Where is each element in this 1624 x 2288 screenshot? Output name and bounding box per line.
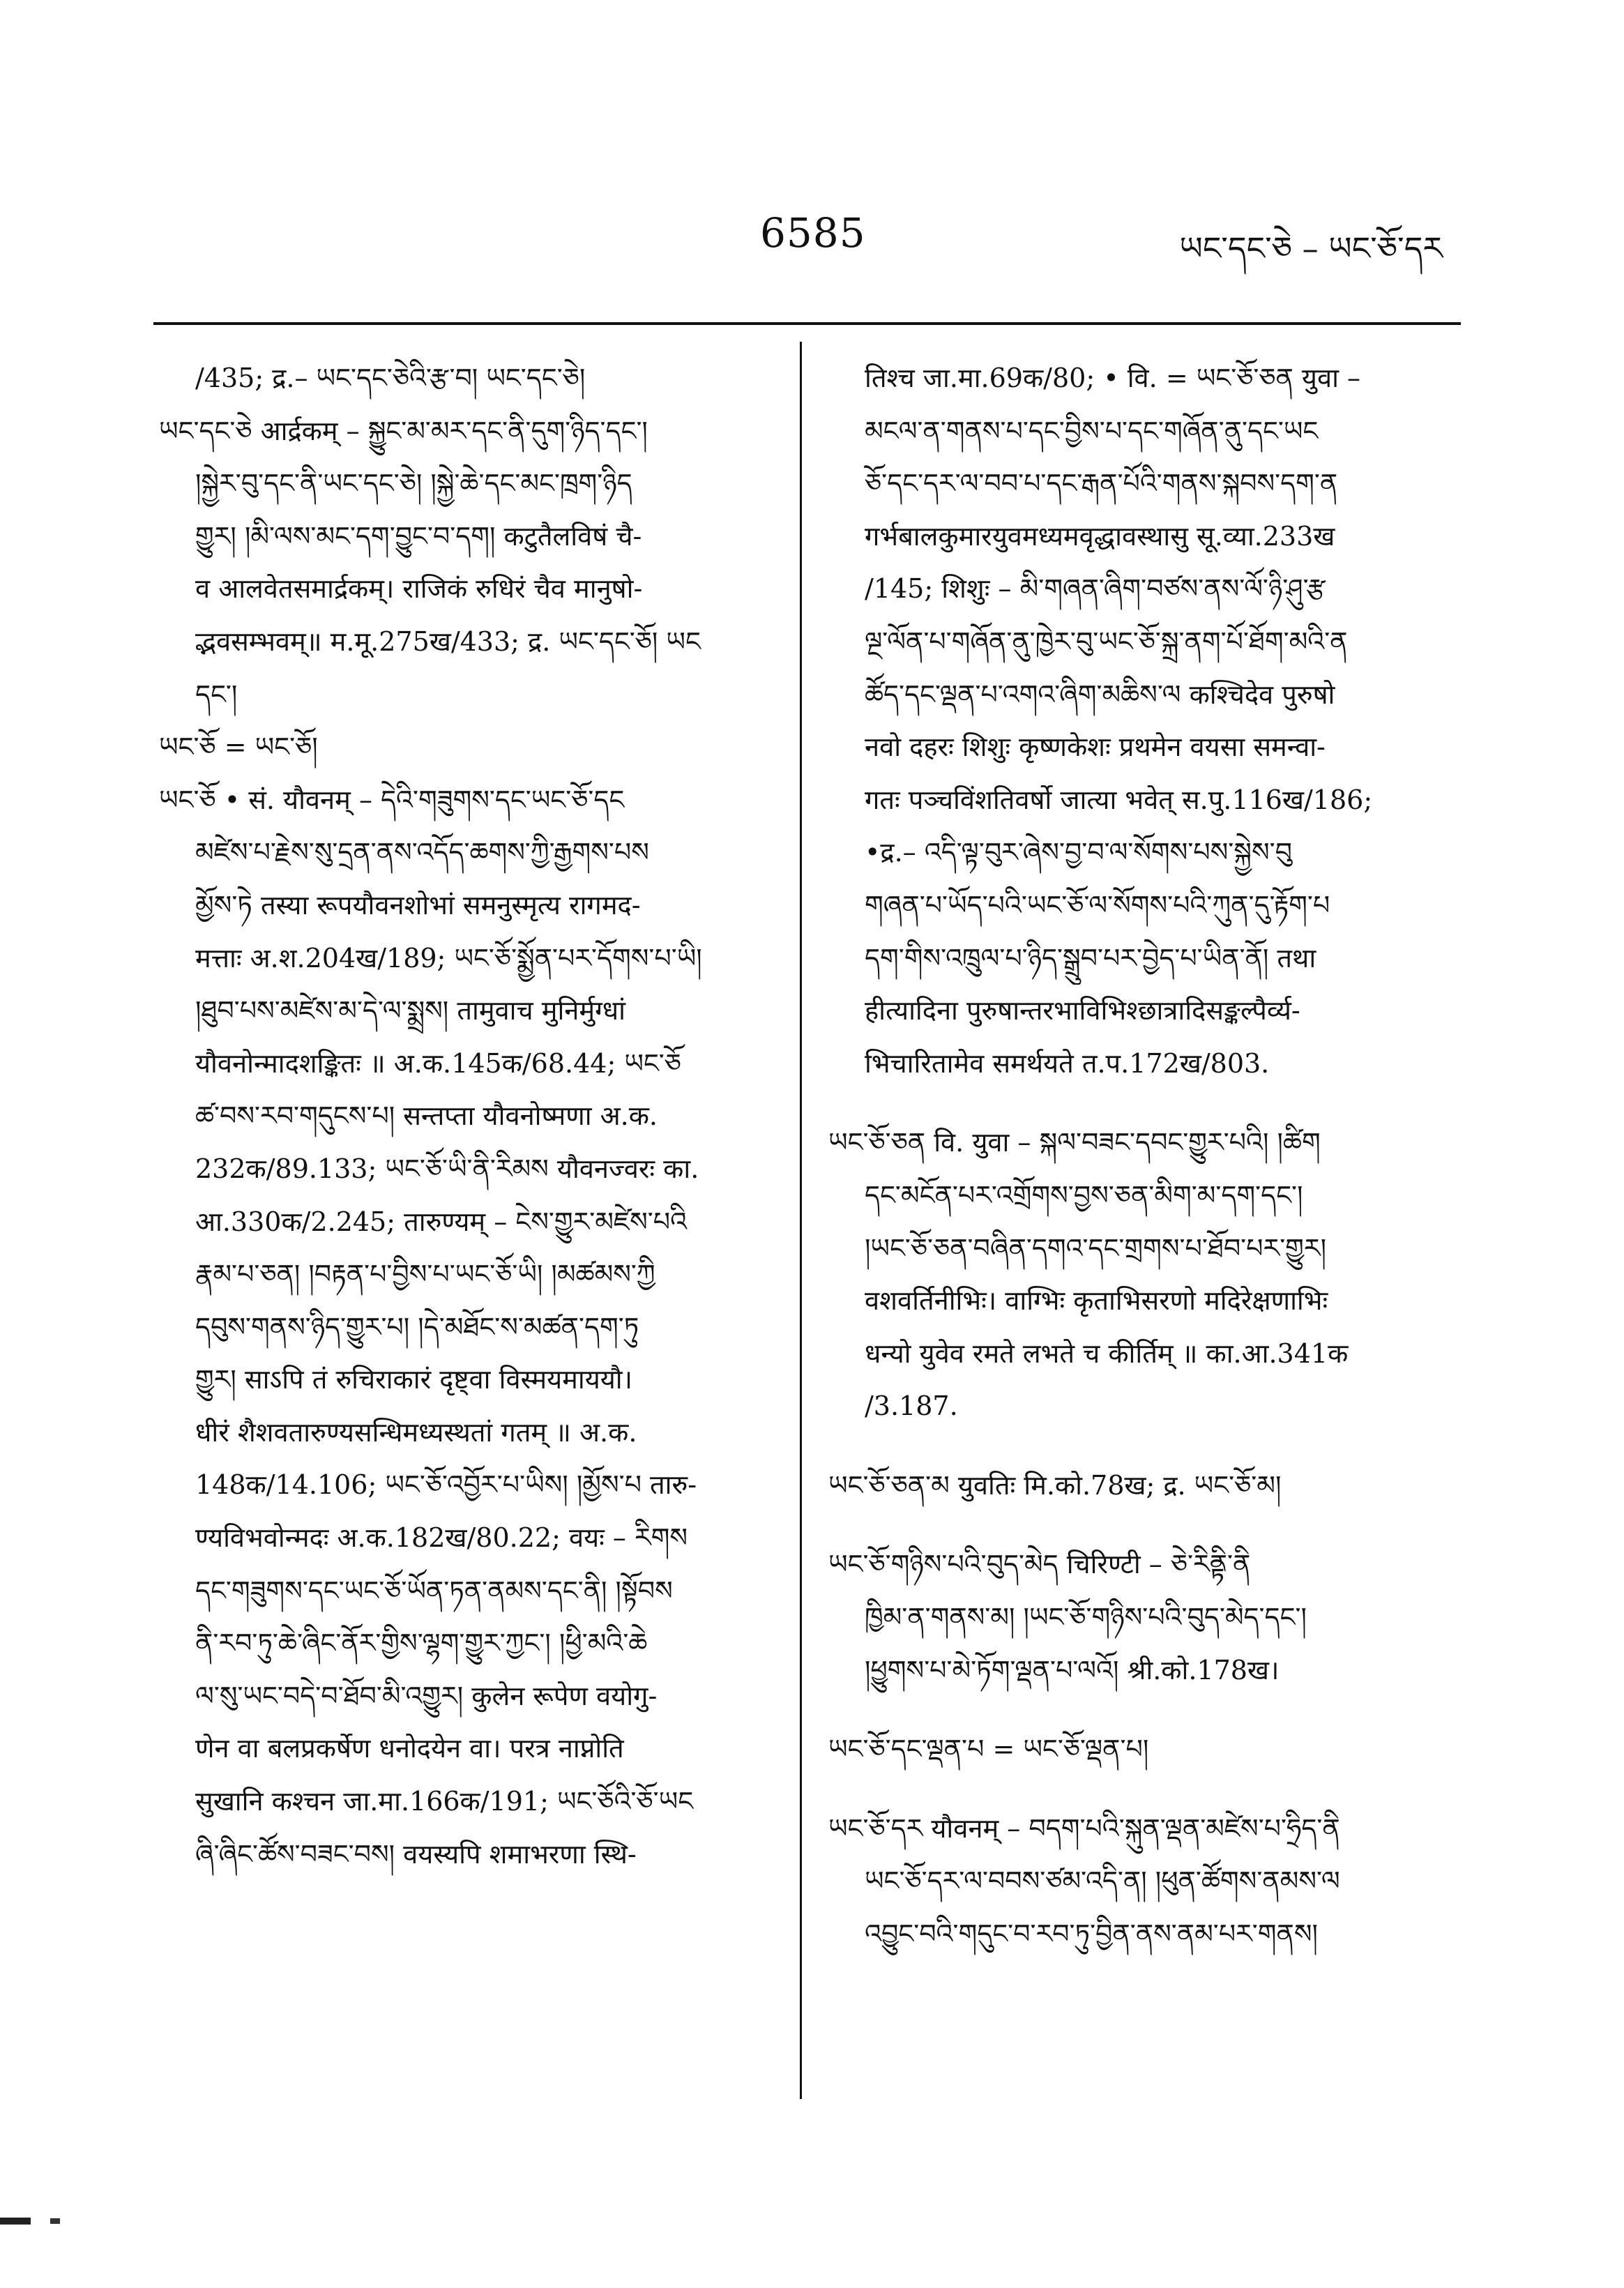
text-line: वशवर्तिनीभिः। वाग्भिः कृताभिसरणो मदिरेक्षणाभिः [865,1285,1328,1317]
entry-headword-line: ཡང་ཅོ་ཅན་མ युवतिः मि.को.78ख; द्र. ཡང་ཅོ་མ། [828,1469,1282,1501]
entry-headword-line: ཡང་ཅོ་ཅན वि. युवा – སྐལ་བཟང་དབང་གྱུར་པའི། །ཚིག [828,1127,1321,1158]
text-line: ण्यविभवोन्मदः अ.क.182ख/80.22; वयः – རིགས [195,1522,688,1554]
text-line: ཁྱིམ་ན་གནས་མ། །ཡང་ཅོ་གཉིས་པའི་བུད་མེད་དང་། [865,1602,1307,1633]
scan-dot [50,2218,60,2224]
text-line: ལྔ་ལོན་པ་གཞོན་ནུ་ཁྱེར་བུ་ཡང་ཅོ་སྐྲ་ནག་པོ་ཐོག་མའི་ན [865,626,1348,657]
text-line: सुखानि कश्चन जा.मा.166क/191; ཡང་ཅོའི་ཅོ་ཡང [195,1786,694,1817]
text-line: འབྱུང་བའི་གདུང་བ་རབ་ཏུ་བྱིན་ནས་ནམ་པར་གནས། [865,1918,1318,1950]
entry-headword-line: ཡང་དང་ཅེ आर्द्रकम् – སྐྱུང་མ་མར་དང་ནི་དུག་ཉིད་དང་། [159,415,648,446]
text-line: ནི་རབ་ཏུ་ཆེ་ཞིང་ནོར་གྱིས་ལྷག་གྱུར་ཀྱང་། །ཕྱི་མའི་ཆེ [195,1628,648,1659]
text-line: /3.187. [865,1391,958,1422]
text-line: धन्यो युवेव रमते लभते च कीर्तिम् ॥ का.आ.341क [865,1338,1349,1369]
header-rule [153,322,1461,325]
text-line: ཚོད་དང་ལྡན་པ་འགའ་ཞིག་མཆིས་ལ कश्चिदेव पुरुषो [865,679,1335,710]
text-line: धीरं शैशवतारुण्यसन्धिमध्यस्थतां गतम् ॥ अ.क. [195,1416,637,1448]
entry-headword-line: ཡང་ཅོ་དང་ལྡན་པ = ཡང་ཅོ་ལྡན་པ། [828,1734,1149,1765]
text-line: རྣམ་པ་ཅན། །བརྟན་པ་བྱིས་པ་ཡང་ཅོ་ཡི། །མཚམས་ཀྱི [195,1259,655,1290]
entry-headword-line: ཡང་ཅོ = ཡང་ཅོ། [159,732,318,763]
entry-gap [828,1433,1456,1460]
text-line: གྱུར། साऽपि तं रुचिराकारं दृष्ट्वा विस्मयमाययौ। [195,1364,633,1395]
text-line: དང་མངོན་པར་འགྲོགས་བྱས་ཅན་མིག་མ་དག་དང་། [865,1179,1303,1211]
entry-gap [828,1776,1456,1803]
text-line: གྱུར། །མི་ལས་མང་དག་བྱུང་བ་དག། कटुतैलविषं चै- [195,520,642,552]
text-line: णेन वा बलप्रकर्षेण धनोदयेन वा। परत्र नाप्नोति [195,1733,624,1764]
entry-headword-line: ཡང་ཅོ་དར यौवनम् – བདག་པའི་སྐུན་ལྡན་མཛེས་པ་ཧྲིད་ནི [828,1812,1340,1844]
text-line: དང་། [195,679,238,710]
column-divider [800,342,802,2099]
text-line: भिचारितामेव समर्थयते त.प.172ख/803. [865,1047,1270,1079]
text-line: आ.330क/2.245; तारुण्यम् – ངེས་གྱུར་མཛེས་པའི [195,1206,688,1237]
text-line: མངལ་ན་གནས་པ་དང་བྱིས་པ་དང་གཞོན་ནུ་དང་ཡང [865,415,1319,446]
text-line: །ཕྱུགས་པ་མེ་ཏོག་ལྡན་པ་ལའོ། श्री.को.178ख। [865,1654,1280,1685]
text-line: 232क/89.133; ཡང་ཅོ་ཡི་ནི་རིམས यौवनज्वरः का. [195,1153,699,1184]
text-line: /145; शिशुः – མི་གཞན་ཞིག་བཙས་ནས་ལོ་ཉི་ཤུ་རྩ [865,573,1326,605]
page-header [0,0,1624,293]
text-line: ཡང་ཅོ་དར་ལ་བབས་ཙམ་འདི་ན། །ཕུན་ཚོགས་ནམས་ལ [865,1865,1340,1897]
text-line: །ཡང་ཅོ་ཅན་བཞིན་དགའ་དང་གྲགས་པ་ཐོབ་པར་གྱུར། [865,1232,1327,1264]
text-line: གཞན་པ་ཡོད་པའི་ཡང་ཅོ་ལ་སོགས་པའི་ཀུན་དུ་རྟོག་པ [865,889,1330,920]
text-line: हीत्यादिना पुरुषान्तरभाविभिश्छात्रादिसङ्कल्पैर्व्य- [865,995,1300,1026]
text-line: །ཐུབ་པས་མཛེས་མ་དེ་ལ་སྨྲས། तामुवाच मुनिर्मुग्धां [195,995,625,1026]
running-head: ཡང་དང་ཅེ – ཡང་ཅོ་དར [1179,229,1443,267]
entry-headword-line: ཡང་ཅོ་གཉིས་པའི་བུད་མེད चिरिण्टी – ཅེ་རིནྟི་ནི [828,1549,1251,1580]
text-line: द्भवसम्भवम्॥ म.मू.275ख/433; द्र. ཡང་དང་ཅོ། ཡང [195,626,701,657]
right-column [828,352,1456,1961]
text-line: མྱོས་ཏེ तस्या रूपयौवनशोभां समनुस्मृत्य रागमद- [195,889,641,920]
text-line: །སྐྱེར་བུ་དང་ནི་ཡང་དང་ཅེ། །སྐྱེ་ཆེ་དང་མང་ཁྲག་ཉིད [195,468,632,499]
text-line: མཛེས་པ་རྗེས་སུ་དྲན་ནས་འདོད་ཆགས་ཀྱི་རྒྱགས་པས [195,837,649,868]
text-line: गतः पञ्चविंशतिवर्षो जात्या भवेत् स.पु.116ख/186; [865,784,1373,815]
entry-gap [828,1697,1456,1723]
text-line: मत्ताः अ.श.204ख/189; ཡང་ཅོ་སྨྱོན་པར་དོགས་པ་ཡི། [195,942,702,973]
text-line: यौवनोन्मादशङ्कितः ॥ अ.क.145क/68.44; ཡང་ཅོ [195,1047,681,1079]
entry-headword-line: ཡང་ཅོ • सं. यौवनम् – དེའི་གཟུགས་དང་ཡང་ཅོ་དང [159,784,625,815]
entry-gap [828,1512,1456,1538]
left-column [159,352,787,1881]
text-line: ལ་སུ་ཡང་བདེ་བ་ཐོབ་མི་འགྱུར། कुलेन रूपेण वयोगु- [195,1680,658,1711]
text-line: ཚ་བས་རབ་གདུངས་པ། सन्तप्ता यौवनोष्मणा अ.क. [195,1100,658,1132]
text-line: तिश्च जा.मा.69क/80; • वि. = ཡང་ཅོ་ཅན युवा – [865,363,1361,393]
text-line: गर्भबालकुमारयुवमध्यमवृद्धावस्थासु सू.व्या.233ख [865,520,1335,552]
text-line: དབུས་གནས་ཉིད་གྱུར་པ། །དེ་མཐོང་ས་མཚན་དག་ཏུ [195,1311,639,1342]
text-line: ཅོ་དང་དར་ལ་བབ་པ་དང་རྒན་པོའི་གནས་སྐབས་དག་ན [865,468,1338,499]
text-line: 148क/14.106; ཡང་ཅོ་འབྱོར་པ་ཡིས། །མྱོས་པ तारु- [195,1469,697,1501]
text-line: •द्र.– འདི་ལྟ་བུར་ཞེས་བྱ་བ་ལ་སོགས་པས་སྐྱེས་བུ [865,837,1292,868]
page-number: 6585 [760,209,866,257]
text-line: དང་གཟུགས་དང་ཡང་ཅོ་ཡོན་ཏན་ནམས་དང་ནི། །སྟོབས [195,1575,673,1606]
text-line: नवो दहरः शिशुः कृष्णकेशः प्रथमेन वयसा समन्वा- [865,732,1326,763]
text-line: དག་གིས་འཁྲུལ་པ་ཉིད་སྒྲུབ་པར་བྱེད་པ་ཡིན་ནོ། तथा [865,942,1316,973]
scan-mark [0,2218,31,2225]
text-line: ཞི་ཞིང་ཚོས་བཟང་བས། वयस्यपि शमाभरणा स्थि- [195,1838,637,1870]
text-line: /435; द्र.– ཡང་དང་ཅེའི་རྩ་བ། ཡང་དང་ཅེ། [195,363,586,393]
entry-gap [828,1090,1456,1116]
text-line: व आलवेतसमार्द्रकम्। राजिकं रुधिरं चैव मानुषो- [195,573,643,605]
